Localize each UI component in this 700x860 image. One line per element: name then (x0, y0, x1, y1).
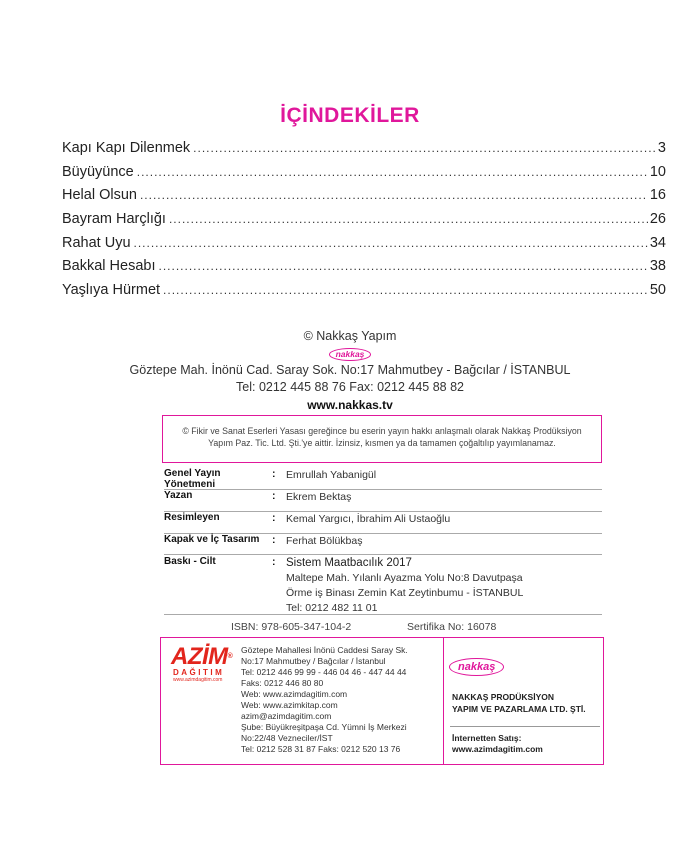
publisher-phone: Tel: 0212 445 88 76 Fax: 0212 445 88 82 (236, 380, 464, 394)
toc-entry-page: 26 (649, 211, 666, 228)
toc-entry-title: Bakkal Hesabı (62, 258, 156, 275)
copyright-notice: © Fikir ve Sanat Eserleri Yasası gereğince bu eserin yayın hakkı anlaşmalı olarak Nakkaş Prodüksiyon Yapım Paz. Tic. Ltd. Şti.'ye aittir. İzinsiz, kısmen ya da tamamen çoğaltılıp yayımlanamaz. (162, 415, 602, 463)
divider (450, 726, 600, 727)
nakkas-logo (0, 346, 700, 361)
credit-value-line: Tel: 0212 482 11 01 (286, 602, 378, 614)
toc-entry (62, 140, 666, 164)
toc-entry-page: 50 (649, 282, 666, 299)
credit-role: Resimleyen (164, 512, 220, 523)
credit-value (286, 534, 362, 549)
certificate-number: Sertifika No: 16078 (407, 621, 497, 633)
toc-entry-page: 34 (649, 234, 666, 251)
credit-value-line: Maltepe Mah. Yılanlı Ayazma Yolu No:8 Davutpaşa (286, 572, 523, 584)
toc-entry-title: Kapı Kapı Dilenmek (62, 140, 191, 156)
credit-colon: : (272, 534, 276, 546)
toc-entry (62, 211, 666, 235)
credit-row (164, 490, 604, 512)
credit-value-line: Sistem Maatbacılık 2017 (286, 557, 412, 569)
toc-entry-title: Rahat Uyu (62, 234, 131, 251)
credit-colon: : (272, 512, 276, 524)
credits-list (164, 468, 604, 616)
credit-role: Yazan (164, 490, 193, 501)
credit-row (164, 534, 604, 556)
distributor-address (241, 645, 441, 755)
azim-logo-sub: DAĞITIM (173, 668, 225, 677)
isbn: ISBN: 978-605-347-104-2 (231, 621, 352, 633)
toc-entry (62, 235, 666, 259)
toc-leader-dots (169, 212, 648, 226)
credit-value-line: Kemal Yargıcı, İbrahim Ali Ustaoğlu (286, 513, 451, 525)
toc-leader-dots (163, 283, 648, 297)
toc-entry-title: Helal Olsun (62, 187, 137, 204)
credit-role: Baskı - Cilt (164, 556, 216, 567)
toc-entry-page: 10 (649, 163, 666, 180)
address-line: Web: www.azimkitap.com (241, 700, 338, 710)
publisher-website: www.nakkas.tv (307, 398, 393, 412)
credit-value-line: Emrullah Yabanigül (286, 469, 377, 481)
firm-line: YAPIM VE PAZARLAMA LTD. ŞTİ. (452, 704, 586, 714)
nakkas-logo-mark: nakkaş (329, 348, 372, 361)
nakkas-logo (449, 657, 504, 676)
address-line: Web: www.azimdagitim.com (241, 689, 348, 699)
credit-value-line: Ferhat Bölükbaş (286, 535, 363, 547)
credit-value (286, 512, 450, 527)
credit-value (286, 468, 376, 483)
toc-leader-dots (193, 141, 656, 155)
credit-colon: : (272, 556, 276, 568)
toc-leader-dots (137, 165, 648, 179)
online-sales-label: İnternetten Satış: (452, 733, 522, 743)
credit-role: Kapak ve İç Tasarım (164, 534, 260, 545)
credit-colon: : (272, 468, 276, 480)
credit-value (286, 490, 351, 505)
toc-title: İÇİNDEKİLER (280, 104, 420, 127)
credit-value-line: Örme iş Binası Zemin Kat Zeytinbumu - İSTANBUL (286, 587, 524, 599)
address-line: No:17 Mahmutbey / Bağcılar / İstanbul (241, 656, 386, 666)
nakkas-logo-mark: nakkaş (449, 658, 504, 676)
toc-entry-page: 3 (657, 140, 666, 156)
toc-entry-title: Yaşlıya Hürmet (62, 282, 161, 299)
address-line: azim@azimdagitim.com (241, 711, 332, 721)
toc-entry (62, 164, 666, 188)
azim-logo-url: www.azimdagitim.com (173, 677, 223, 683)
address-line: Faks: 0212 446 80 80 (241, 678, 324, 688)
online-sales (452, 733, 543, 755)
address-line: No:22/48 Vezneciler/İST (241, 733, 333, 743)
credit-value-line: Ekrem Bektaş (286, 491, 352, 503)
firm-line: NAKKAŞ PRODÜKSİYON (452, 692, 555, 702)
azim-logo-word: AZİM® (171, 643, 233, 670)
address-line: Göztepe Mahallesi İnönü Caddesi Saray Sk. (241, 645, 408, 655)
toc-entry-page: 16 (649, 187, 666, 204)
toc-entry (62, 258, 666, 282)
toc-entry-page: 38 (649, 258, 666, 275)
credit-colon: : (272, 490, 276, 502)
credit-value (286, 556, 523, 616)
address-line: Tel: 0212 446 99 99 - 446 04 46 - 447 44 44 (241, 667, 407, 677)
nakkas-firm-name (452, 691, 586, 715)
toc-leader-dots (140, 188, 648, 202)
toc-entry (62, 282, 666, 306)
toc-leader-dots (159, 259, 648, 273)
table-of-contents (62, 140, 666, 306)
address-line: Tel: 0212 528 31 87 Faks: 0212 520 13 76 (241, 744, 401, 754)
credit-row (164, 512, 604, 534)
credit-row (164, 468, 604, 490)
publisher-address: Göztepe Mah. İnönü Cad. Saray Sok. No:17 Mahmutbey - Bağcılar / İSTANBUL (129, 363, 571, 377)
toc-entry (62, 187, 666, 211)
online-sales-url: www.azimdagitim.com (452, 744, 543, 754)
toc-entry-title: Büyüyünce (62, 163, 134, 180)
address-line: Şube: Büyükreşitpaşa Cd. Yümni İş Merkezi (241, 722, 407, 732)
azim-logo (171, 643, 233, 683)
copyright-line: © Nakkaş Yapım (303, 329, 397, 343)
box-separator (443, 637, 444, 765)
credit-row (164, 556, 604, 616)
credit-role: Genel Yayın Yönetmeni (164, 468, 221, 490)
toc-leader-dots (134, 236, 648, 250)
toc-entry-title: Bayram Harçlığı (62, 211, 166, 228)
